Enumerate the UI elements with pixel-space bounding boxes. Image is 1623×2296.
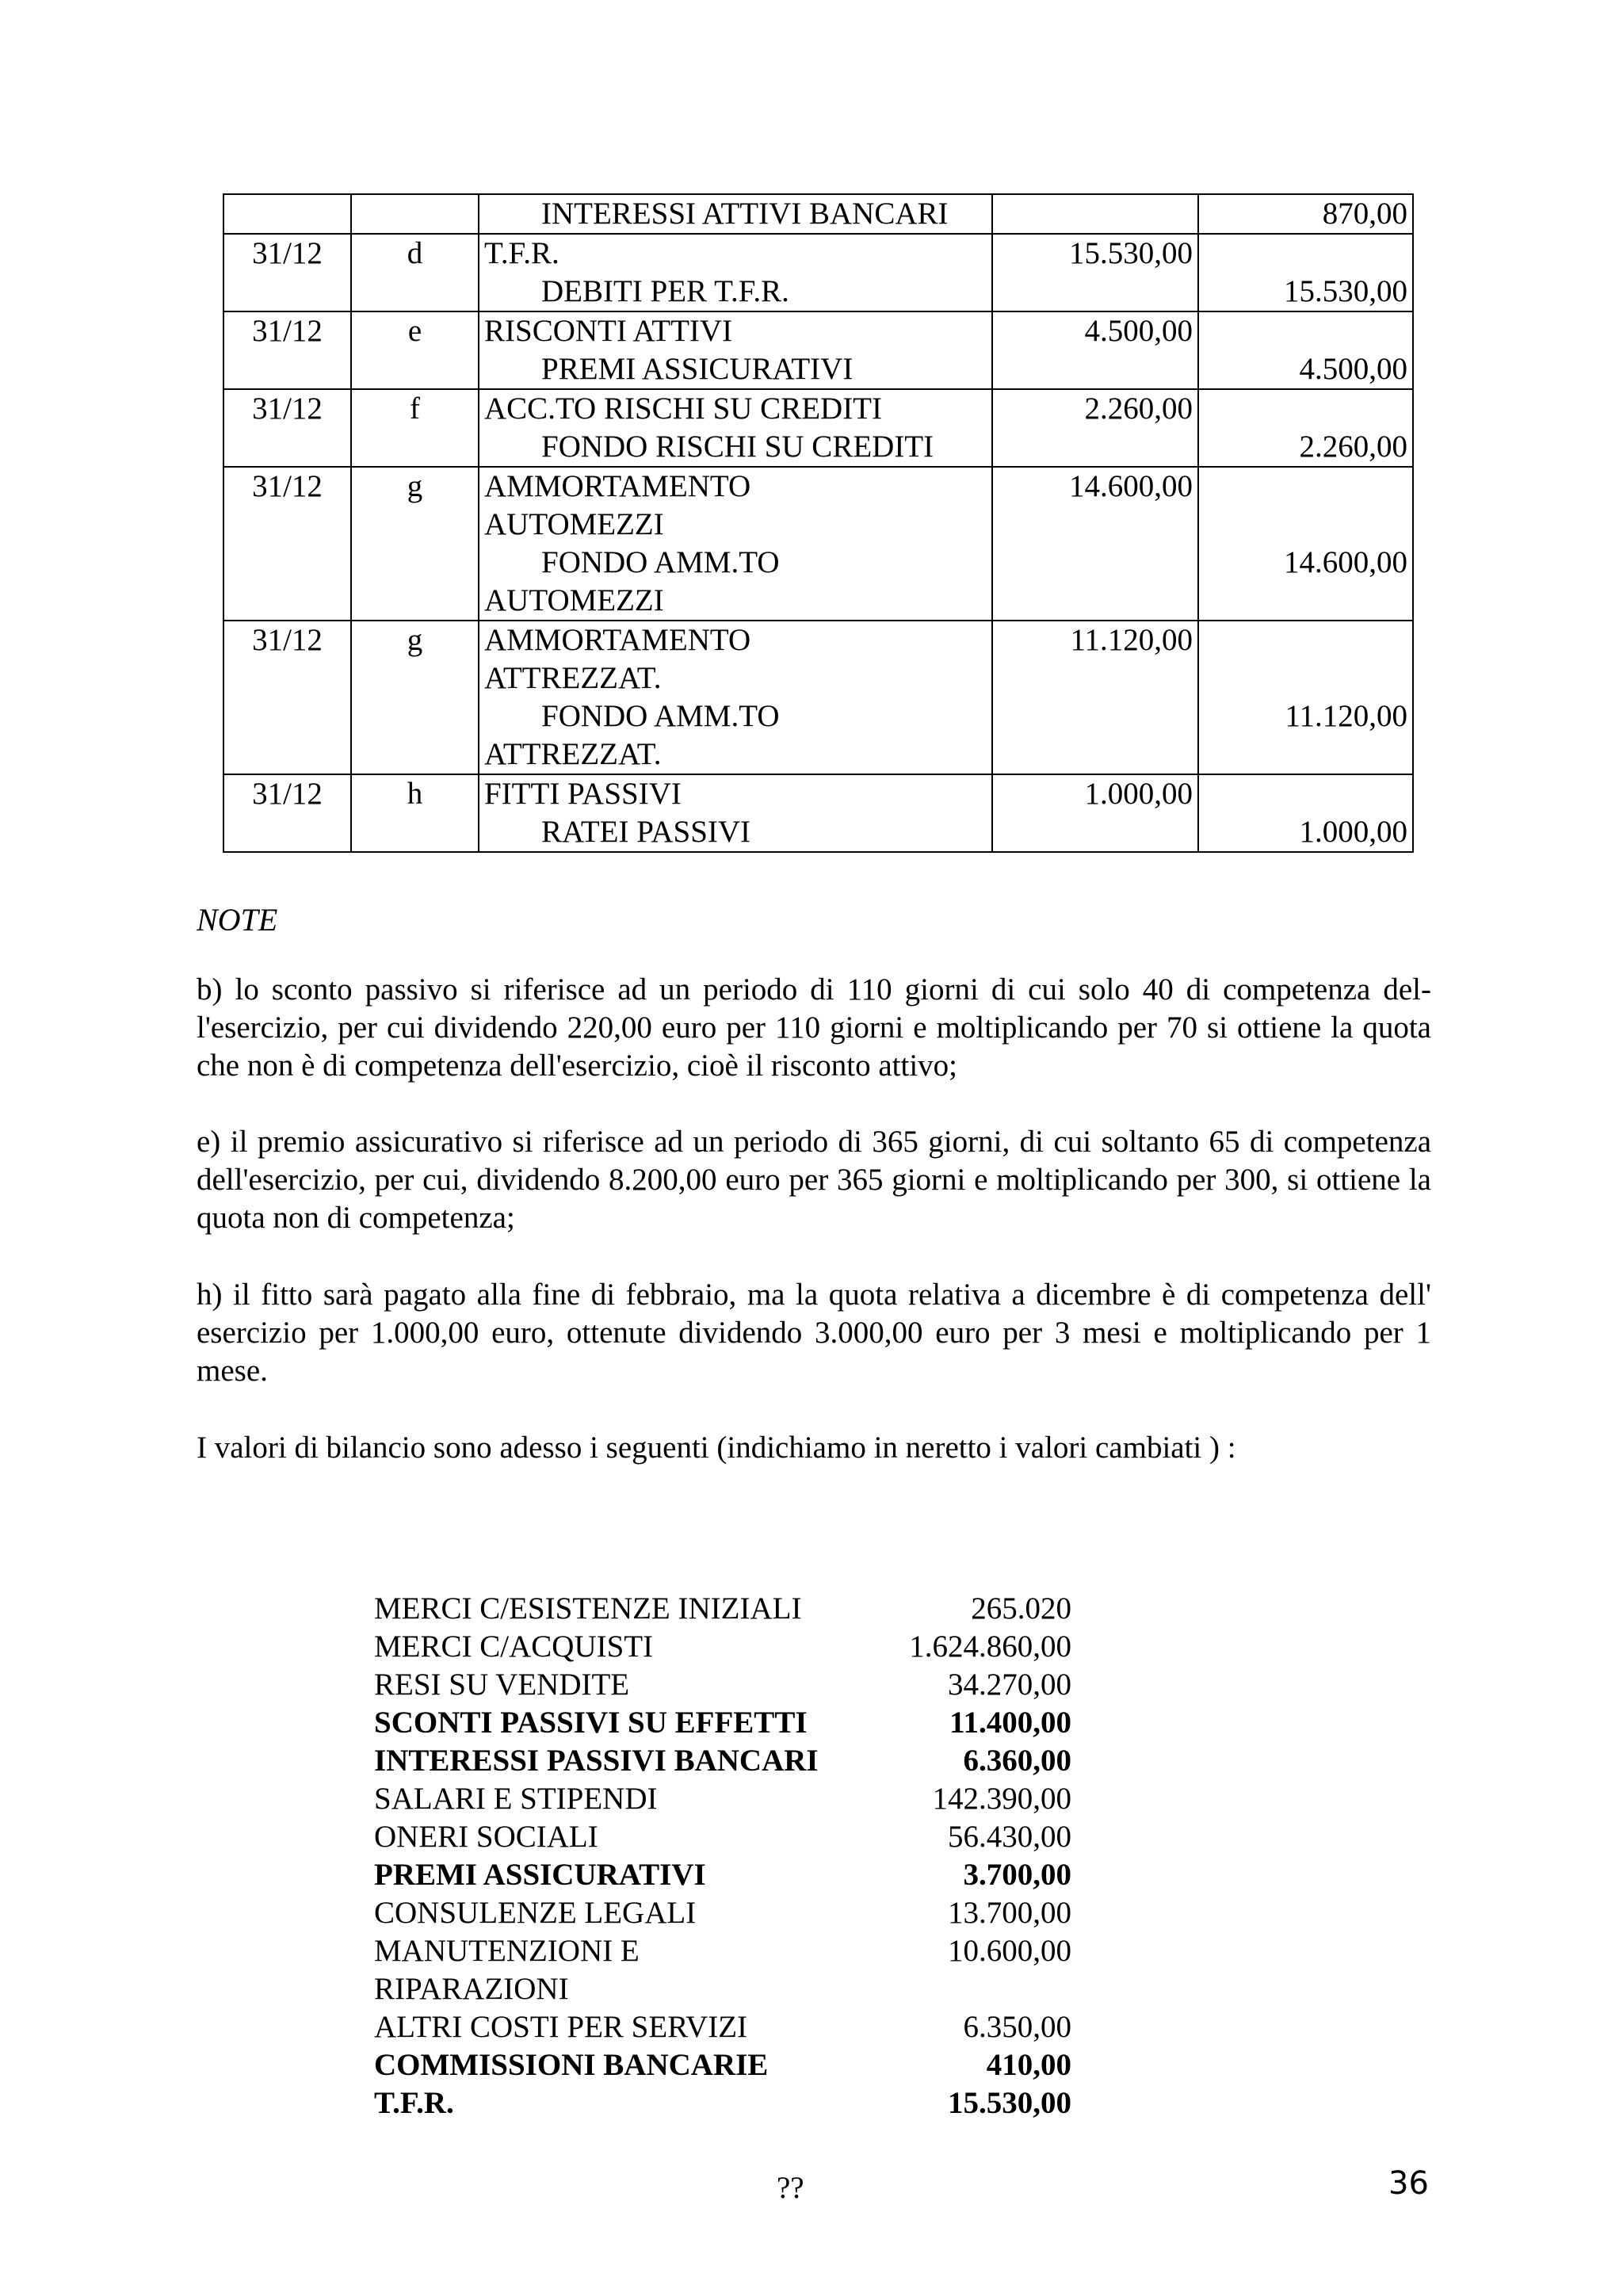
account-name: DEBITI PER T.F.R. [541,274,789,308]
credit-amount [1198,234,1413,311]
balance-value: 10.600,00 [948,1934,1071,1968]
journal-row [223,311,1413,389]
balance-value: 410,00 [986,2048,1071,2082]
credit-amount [1198,389,1413,467]
account-name: FONDO AMM.TO [541,545,780,579]
balance-row [374,1590,1071,1628]
account-name: RISCONTI ATTIVI [484,314,733,348]
account-name: AMMORTAMENTO [484,623,751,657]
debit-amount: 1.000,00 [992,774,1198,852]
account-name: T.F.R. [484,236,559,270]
journal-row [223,389,1413,467]
journal-letter: f [351,389,479,467]
credit-value: 870,00 [1322,197,1407,231]
journal-letter: g [351,467,479,621]
journal-accounts [479,467,992,621]
balance-intro: I valori di bilancio sono adesso i seguenti (indichiamo in neretto i valori cambiati ) : [197,1431,1236,1465]
account-name: INTERESSI ATTIVI BANCARI [541,197,949,231]
credit-amount [1198,621,1413,774]
journal-row [223,234,1413,311]
account-name: FONDO AMM.TO [541,699,780,733]
footer-marker: ?? [777,2171,804,2205]
account-name: AUTOMEZZI [484,507,664,541]
credit-value: 1.000,00 [1299,815,1407,849]
account-name: AUTOMEZZI [484,583,664,617]
balance-label: ONERI SOCIALI [374,1820,598,1854]
credit-value: 11.120,00 [1285,699,1407,733]
page-number: 36 [1388,2165,1429,2202]
credit-value: 15.530,00 [1284,274,1407,308]
balance-label: PREMI ASSICURATIVI [374,1858,706,1892]
balance-label: MANUTENZIONI E RIPARAZIONI [374,1934,640,2006]
journal-letter: g [351,621,479,774]
journal-date: 31/12 [223,621,351,774]
debit-amount [992,194,1198,234]
balance-label: MERCI C/ESISTENZE INIZIALI [374,1591,802,1626]
note-h: h) il fitto sarà pagato alla fine di febbraio, ma la quota relativa a dicembre è di competenza dell' esercizio per 1.000,00 euro, ottenute dividendo 3.000,00 euro per 3 mesi e moltiplicando per 1 mese. [197,1278,1431,1388]
balance-row [374,2008,1071,2046]
note-e: e) il premio assicurativo si riferisce ad un periodo di 365 giorni, di cui soltanto 65 di competenza dell'esercizio, per cui, dividendo 8.200,00 euro per 365 giorni e moltiplicando per 300, si ottiene la quota non di competenza; [197,1125,1431,1235]
balance-value: 56.430,00 [948,1820,1071,1854]
balance-row [374,1742,1071,1780]
account-name: ATTREZZAT. [484,737,662,771]
balance-row [374,2046,1071,2084]
journal-date: 31/12 [223,774,351,852]
notes-label: NOTE [197,902,278,938]
balance-value: 15.530,00 [948,2086,1071,2120]
balance-label: MERCI C/ACQUISTI [374,1629,654,1664]
account-name: PREMI ASSICURATIVI [541,352,854,386]
debit-amount: 15.530,00 [992,234,1198,311]
journal-accounts [479,234,992,311]
balance-row [374,1894,1071,1932]
account-name: FITTI PASSIVI [484,777,682,811]
journal-accounts [479,389,992,467]
journal-entries-table [223,193,1414,853]
credit-amount [1198,467,1413,621]
balance-label: COMMISSIONI BANCARIE [374,2048,769,2082]
journal-accounts [479,774,992,852]
balance-label: ALTRI COSTI PER SERVIZI [374,2010,748,2044]
journal-date: 31/12 [223,311,351,389]
journal-accounts [479,194,992,234]
balance-label: INTERESSI PASSIVI BANCARI [374,1744,819,1778]
balance-row [374,1856,1071,1894]
journal-letter: d [351,234,479,311]
balance-value: 142.390,00 [932,1782,1071,1816]
journal-row [223,621,1413,774]
account-name: FONDO RISCHI SU CREDITI [541,430,934,464]
journal-letter: h [351,774,479,852]
journal-row [223,194,1413,234]
balance-value: 265.020 [971,1591,1071,1626]
balance-row [374,1666,1071,1704]
balance-row [374,1818,1071,1856]
account-name: ATTREZZAT. [484,661,662,695]
journal-accounts [479,621,992,774]
balance-row [374,1628,1071,1666]
account-name: RATEI PASSIVI [541,815,751,849]
account-name: ACC.TO RISCHI SU CREDITI [484,392,882,426]
balance-row [374,2084,1071,2122]
credit-amount [1198,774,1413,852]
credit-amount [1198,311,1413,389]
balance-row [374,1780,1071,1818]
balance-value: 6.360,00 [963,1744,1071,1778]
credit-value: 2.260,00 [1299,430,1407,464]
debit-amount: 14.600,00 [992,467,1198,621]
journal-accounts [479,311,992,389]
journal-date: 31/12 [223,389,351,467]
credit-amount [1198,194,1413,234]
balance-label: T.F.R. [374,2086,454,2120]
debit-amount: 11.120,00 [992,621,1198,774]
balance-label: RESI SU VENDITE [374,1668,630,1702]
balance-values-table [374,1590,1071,2122]
debit-amount: 2.260,00 [992,389,1198,467]
debit-amount: 4.500,00 [992,311,1198,389]
credit-value: 14.600,00 [1284,545,1407,579]
balance-label: SCONTI PASSIVI SU EFFETTI [374,1706,808,1740]
journal-letter: e [351,311,479,389]
account-name: AMMORTAMENTO [484,469,751,503]
balance-row [374,1704,1071,1742]
credit-value: 4.500,00 [1299,352,1407,386]
journal-date: 31/12 [223,467,351,621]
journal-date [223,194,351,234]
balance-value: 11.400,00 [949,1706,1071,1740]
balance-label: SALARI E STIPENDI [374,1782,658,1816]
journal-date: 31/12 [223,234,351,311]
balance-value: 3.700,00 [963,1858,1071,1892]
journal-row [223,774,1413,852]
journal-letter [351,194,479,234]
journal-row [223,467,1413,621]
balance-value: 6.350,00 [963,2010,1071,2044]
balance-value: 34.270,00 [948,1668,1071,1702]
note-b: b) lo sconto passivo si riferisce ad un periodo di 110 giorni di cui solo 40 di competenza dell'esercizio, per cui dividendo 220,00 euro per 110 giorni e moltiplicando per 70 si ottiene la quota che non è di competenza dell'esercizio, cioè il risconto attivo; [197,972,1431,1083]
balance-value: 1.624.860,00 [909,1629,1071,1664]
balance-label: CONSULENZE LEGALI [374,1896,697,1930]
balance-row [374,1932,1071,2008]
balance-value: 13.700,00 [948,1896,1071,1930]
